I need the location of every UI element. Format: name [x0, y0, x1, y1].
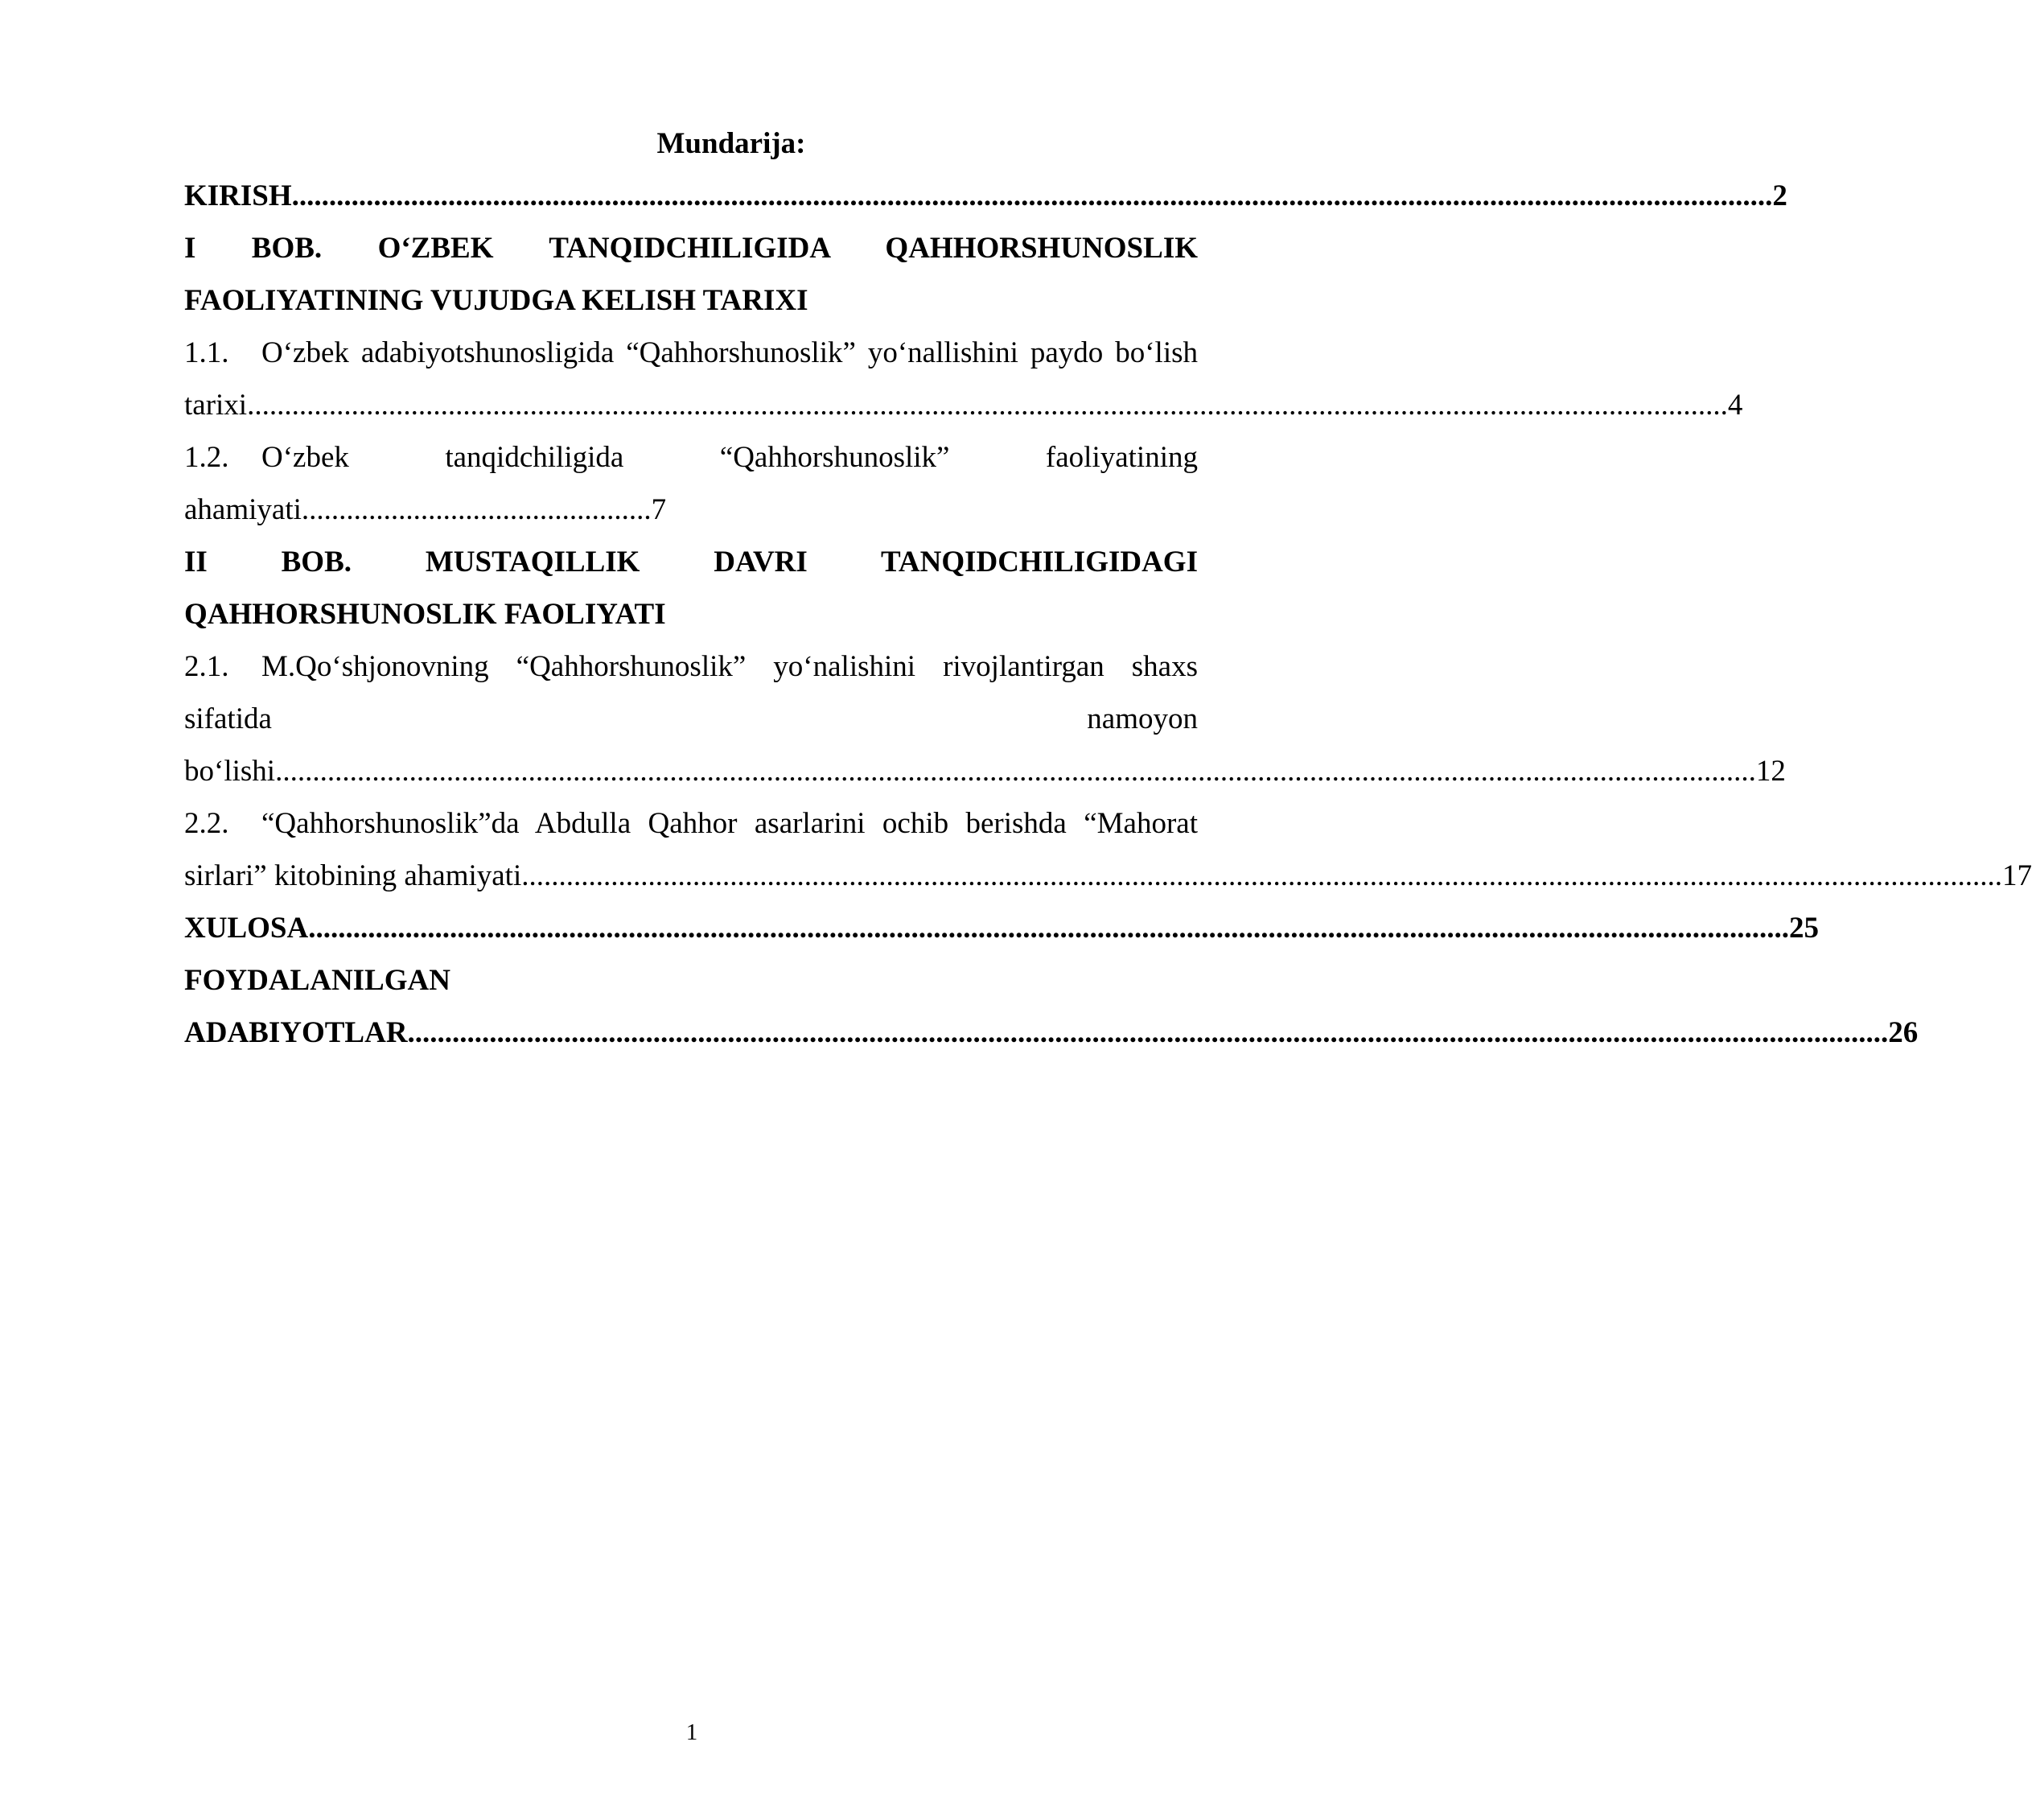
- toc-entry-label: ADABIYOTLAR: [184, 1016, 408, 1049]
- toc-section-2-1-line-1: [184, 640, 1198, 693]
- toc-page-number: 2: [1772, 179, 1787, 212]
- toc-entry-label: XULOSA: [184, 912, 309, 945]
- toc-chapter-1-line-1: I BOB. O‘ZBEK TANQIDCHILIGIDA QAHHORSHUNOSLIK: [184, 232, 1198, 265]
- toc-entry-label: KIRISH: [184, 179, 292, 212]
- section-title: O‘zbek adabiyotshunosligida “Qahhorshunoslik” yo‘nallishini paydo bo‘lish: [261, 336, 1198, 369]
- toc-chapter-2-line-1: II BOB. MUSTAQILLIK DAVRI TANQIDCHILIGIDAGI: [184, 546, 1198, 579]
- toc-chapter-2-line-2: QAHHORSHUNOSLIK FAOLIYATI: [184, 598, 666, 631]
- toc-section-2-1-line-2: sifatida namoyon: [184, 702, 1198, 735]
- toc-entry-references-line-1: FOYDALANILGAN: [184, 964, 450, 997]
- toc-entry-xulosa: [184, 902, 1819, 954]
- toc-section-1-1-line-2: [184, 379, 1743, 431]
- toc-page-number: 25: [1788, 912, 1819, 945]
- toc-page-number: 7: [651, 493, 667, 526]
- toc-chapter-1-line-2: FAOLIYATINING VUJUDGA KELISH TARIXI: [184, 284, 808, 317]
- section-number: 2.1.: [184, 650, 229, 683]
- dot-leader: ...............................................: [301, 493, 652, 526]
- table-of-contents: [184, 117, 2032, 1059]
- page-number: 1: [685, 1719, 698, 1745]
- section-number: 1.2.: [184, 441, 229, 474]
- section-title-continuation: tarixi: [184, 389, 248, 422]
- toc-section-2-2-line-2: [184, 850, 2032, 902]
- section-title: M.Qo‘shjonovning “Qahhorshunoslik” yo‘nalishini rivojlantirgan shaxs: [261, 650, 1198, 683]
- section-number: 2.2.: [184, 807, 229, 840]
- section-title-continuation: ahamiyati: [184, 493, 302, 526]
- toc-page-number: 17: [2001, 859, 2032, 892]
- dot-leader: .......................................................................................................................................................................................................: [275, 755, 1756, 788]
- section-title-continuation: sirlari” kitobining ahamiyati: [184, 859, 522, 892]
- section-title: O‘zbek tanqidchiligida “Qahhorshunoslik” faoliyatining: [261, 441, 1198, 474]
- toc-section-1-2-line-1: [184, 431, 1198, 484]
- section-title: “Qahhorshunoslik”da Abdulla Qahhor asarlarini ochib berishda “Mahorat: [261, 807, 1198, 840]
- dot-leader: .......................................................................................................................................................................................................: [407, 1016, 1889, 1049]
- toc-section-1-2-line-2: [184, 484, 667, 536]
- toc-entry-kirish: [184, 170, 1787, 222]
- toc-section-1-1-line-1: [184, 327, 1198, 379]
- toc-title: Mundarija:: [656, 127, 806, 160]
- toc-page-number: 12: [1755, 755, 1786, 788]
- section-number: 1.1.: [184, 336, 229, 369]
- section-title-continuation: bo‘lishi: [184, 755, 276, 788]
- dot-leader: .......................................................................................................................................................................................................: [521, 859, 2002, 892]
- toc-entry-references-line-2: [184, 1007, 1919, 1059]
- dot-leader: .......................................................................................................................................................................................................: [247, 389, 1728, 422]
- dot-leader: .......................................................................................................................................................................................................: [291, 179, 1773, 212]
- dot-leader: .......................................................................................................................................................................................................: [308, 912, 1789, 945]
- toc-page-number: 26: [1888, 1016, 1919, 1049]
- toc-section-2-1-line-3: [184, 745, 1786, 797]
- toc-section-2-2-line-1: [184, 797, 1198, 850]
- toc-page-number: 4: [1727, 389, 1743, 422]
